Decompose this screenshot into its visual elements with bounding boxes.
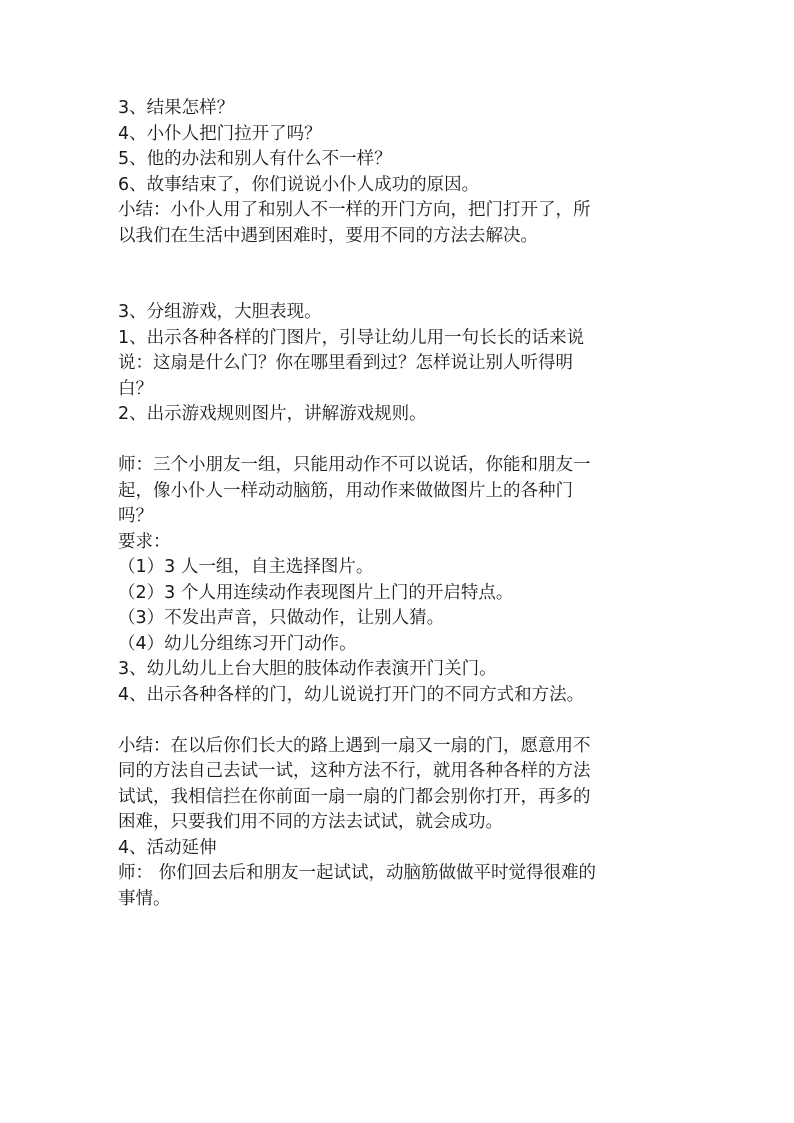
requirement-item: （2）3 个人用连续动作表现图片上门的开启特点。 bbox=[118, 582, 514, 603]
paragraph-gap bbox=[118, 249, 688, 300]
text-line: 5、他的办法和别人有什么不一样？ bbox=[118, 149, 392, 169]
text-line: 事情。 bbox=[118, 888, 171, 909]
text-line: 起，像小仆人一样动动脑筋，用动作来做做图片上的各种门 bbox=[118, 480, 573, 501]
text-line: 吗？ bbox=[118, 506, 153, 526]
section-group-game bbox=[118, 300, 688, 428]
summary-line: 以我们在生活中遇到困难时，要用不同的方法去解决。 bbox=[118, 225, 538, 246]
section-summary-extension bbox=[118, 734, 688, 913]
summary-line: 同的方法自己去试一试，这种方法不行，就用各种各样的方法 bbox=[118, 761, 591, 781]
summary-line: 试试，我相信拦在你前面一扇一扇的门都会别你打开，再多的 bbox=[118, 786, 591, 807]
summary-line: 小结：小仆人用了和别人不一样的开门方向，把门打开了，所 bbox=[118, 200, 591, 220]
paragraph-gap bbox=[118, 428, 688, 454]
text-line: 1、出示各种各样的门图片，引导让幼儿用一句长长的话来说 bbox=[118, 327, 585, 348]
text-line: 师：三个小朋友一组，只能用动作不可以说话，你能和朋友一 bbox=[118, 455, 591, 475]
text-line: 3、幼儿幼儿上台大胆的肢体动作表演开门关门。 bbox=[118, 659, 497, 679]
section-game-rules bbox=[118, 453, 688, 708]
text-line: 4、出示各种各样的门，幼儿说说打开门的不同方式和方法。 bbox=[118, 684, 585, 705]
text-line: 白？ bbox=[118, 378, 153, 399]
text-line: 6、故事结束了，你们说说小仆人成功的原因。 bbox=[118, 174, 480, 195]
text-line: 3、结果怎样？ bbox=[118, 98, 235, 118]
paragraph-gap bbox=[118, 708, 688, 734]
section-heading: 4、活动延伸 bbox=[118, 837, 217, 858]
text-line: 2、出示游戏规则图片，讲解游戏规则。 bbox=[118, 404, 427, 424]
requirements-heading: 要求： bbox=[118, 531, 171, 552]
requirement-item: （3）不发出声音，只做动作，让别人猜。 bbox=[118, 608, 445, 628]
text-line: 说：这扇是什么门？你在哪里看到过？怎样说让别人听得明 bbox=[118, 353, 573, 373]
section-story-questions bbox=[118, 96, 688, 249]
section-heading: 3、分组游戏，大胆表现。 bbox=[118, 302, 322, 322]
summary-line: 困难，只要我们用不同的方法去试试，就会成功。 bbox=[118, 812, 503, 832]
requirement-item: （1）3 人一组，自主选择图片。 bbox=[118, 557, 374, 577]
text-line: 4、小仆人把门拉开了吗？ bbox=[118, 123, 322, 144]
text-line: 师： 你们回去后和朋友一起试试，动脑筋做做平时觉得很难的 bbox=[118, 863, 597, 883]
summary-line: 小结：在以后你们长大的路上遇到一扇又一扇的门，愿意用不 bbox=[118, 735, 591, 756]
requirement-item: （4）幼儿分组练习开门动作。 bbox=[118, 633, 357, 654]
document-page bbox=[118, 96, 688, 912]
